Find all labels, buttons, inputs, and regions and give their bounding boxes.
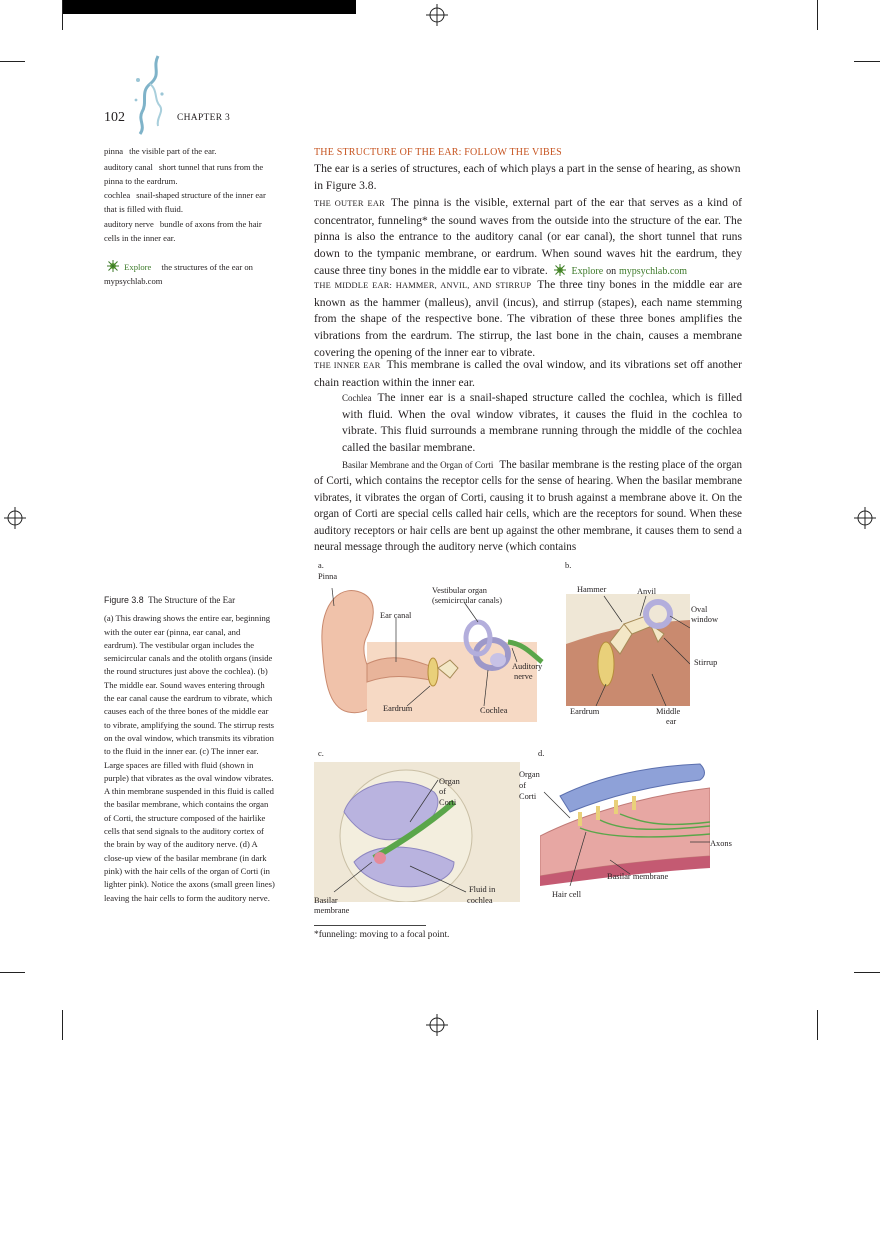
middle-ear-label: THE MIDDLE EAR: HAMMER, ANVIL, AND STIRRUP (314, 281, 532, 290)
glossary-term: cochlea (104, 190, 131, 200)
outer-ear-paragraph (314, 195, 742, 281)
registration-mark (426, 1014, 448, 1036)
crop-mark (854, 972, 880, 973)
explore-icon (104, 260, 122, 272)
glossary-definition: snail-shaped structure of the inner ear that is filled with fluid. (104, 190, 266, 214)
glossary-term: auditory canal (104, 162, 153, 172)
glossary-entry (104, 189, 276, 216)
figure-caption-text: (a) This drawing shows the entire ear, beginning with the outer ear (pinna, ear canal, and eardrum). The vestibular organ includes the semicircular canals and the otolith organs (inside the round structures just above the cochlea). (b) The middle ear. Sound waves entering through the ear canal cause the eardrum to vibrate, which causes each of the three bones of the middle ear to vibrate, amplifying the sound. The stirrup rests on the oval window, which transmits its vibration to the fluid in the inner ear. (c) The inner ear. Large spaces are filled with fluid (shown in purple) that vibrates as the oval window vibrates. A thin membrane suspended in this fluid is called the basilar membrane, which contains the organ of Corti, the structure composed of the hairlike cells that send signals to the auditory cortex of the brain by way of the auditory nerve. (d) A close-up view of the basilar membrane (in dark pink) with the hair cells of the organ of Corti (in lighter pink). Notice the axons (small green lines) leaving the hair cells to form the auditory nerve. (104, 613, 275, 903)
explore-link[interactable]: Explore (571, 265, 604, 277)
water-splash-icon (128, 54, 172, 136)
basilar-paragraph (314, 457, 742, 555)
label-basilar-c: Basilar (314, 896, 338, 905)
page-number: 102 (104, 110, 125, 125)
inner-ear-paragraph (314, 357, 742, 391)
label-organ-corti-d-3: Corti (519, 792, 537, 801)
label-cochlea: Cochlea (480, 706, 508, 715)
middle-ear-paragraph (314, 277, 742, 362)
panel-b-letter: b. (565, 561, 572, 570)
label-hammer: Hammer (577, 585, 607, 594)
top-black-bar (62, 0, 356, 14)
glossary-definition: short tunnel that runs from the pinna to the eardrum. (104, 162, 264, 186)
label-fluid-2: cochlea (467, 896, 493, 905)
label-eardrum: Eardrum (383, 704, 413, 713)
chapter-label: CHAPTER 3 (177, 113, 231, 123)
panel-d-letter: d. (538, 749, 545, 758)
glossary-term: pinna (104, 146, 124, 156)
explore-link[interactable]: Explore (124, 262, 152, 272)
label-organ-corti-c-2: of (439, 787, 446, 796)
label-auditory-nerve: Auditory (512, 662, 543, 671)
label-middle-ear-2: ear (666, 717, 677, 726)
crop-mark (62, 0, 63, 30)
label-basilar-d: Basilar membrane (607, 872, 669, 881)
label-auditory-nerve-2: nerve (514, 672, 533, 681)
label-oval-window: Oval (691, 605, 708, 614)
glossary-entry (104, 145, 276, 159)
outer-ear-text: The pinna is the visible, external part of the ear that serves as a kind of concentrator, funneling* the sound waves from the outside into the structure of the ear. The pinna is also the entrance to the auditory canal (or ear canal), the short tunnel that runs down to the tympanic membrane, or eardrum. When sound waves hit the eardrum, they cause three tiny bones in the middle ear to vibrate. (314, 196, 743, 277)
registration-mark (854, 507, 876, 529)
middle-ear-illustration (566, 594, 690, 706)
panel-c-letter: c. (318, 749, 324, 758)
cochlea-paragraph (314, 390, 742, 457)
cochlea-text: The inner ear is a snail-shaped structure called the cochlea, which is filled with fluid. When the oval window vibrates, it causes the fluid in the cochlea to vibrate. This fluid surrounds a membrane running through the middle of the cochlea called the basilar membrane. (342, 391, 742, 455)
label-organ-corti-d-2: of (519, 781, 526, 790)
label-organ-corti-d: Organ (519, 770, 540, 779)
label-middle-ear: Middle (656, 707, 681, 716)
crop-mark (0, 972, 25, 973)
registration-mark (4, 507, 26, 529)
section-heading: THE STRUCTURE OF THE EAR: FOLLOW THE VIBES (314, 147, 562, 158)
label-organ-corti-c-3: Corti (439, 798, 457, 807)
margin-explore (104, 260, 276, 288)
label-basilar-c-2: membrane (314, 906, 350, 915)
glossary-term: auditory nerve (104, 219, 154, 229)
cochlea-label: Cochlea (342, 393, 372, 403)
label-anvil: Anvil (637, 587, 657, 596)
label-axons: Axons (710, 839, 732, 848)
registration-mark (426, 4, 448, 26)
figure-caption (104, 594, 276, 905)
label-eardrum-b: Eardrum (570, 707, 600, 716)
footnote-rule (314, 925, 426, 926)
organ-of-corti-illustration (540, 756, 710, 886)
figure-title-line (104, 594, 276, 607)
glossary-entry (104, 161, 276, 188)
explore-icon (551, 264, 569, 276)
intro-paragraph: The ear is a series of structures, each of which plays a part in the sense of hearing, as shown in Figure 3.8. (314, 162, 741, 192)
label-organ-corti-c: Organ (439, 777, 460, 786)
label-vestibular: Vestibular organ (432, 586, 487, 595)
explore-site-link[interactable]: mypsychlab.com (619, 265, 688, 277)
label-oval-window-2: window (691, 615, 718, 624)
figure-subtitle: The Structure of the Ear (148, 595, 236, 605)
label-hair-cell: Hair cell (552, 890, 582, 899)
label-vestibular-sub: (semicircular canals) (432, 596, 502, 605)
basilar-text: The basilar membrane is the resting place of the organ of Corti, which contains the receptor cells for the sense of hearing. When the basilar membrane vibrates, it vibrates the organ of Corti, causing it to brush against a membrane above it. On the organ of Corti are special cells called hair cells, which are the receptors for sound. When these auditory receptors or hair cells are bent up against the other membrane, it causes them to send a neural message through the auditory nerve (which contains (314, 459, 742, 554)
inner-ear-illustration (314, 762, 520, 902)
crop-mark (817, 0, 818, 30)
middle-ear-text: The three tiny bones in the middle ear are known as the hammer (malleus), anvil (incus), and stirrup (stapes), each name stemming from the shape of the respective bone. The vibration of these three bones amplifies the vibrations from the eardrum. The stirrup, the last bone in the chain, causes a membrane covering the opening of the inner ear to vibrate. (314, 278, 742, 359)
crop-mark (854, 61, 880, 62)
panel-a-letter: a. (318, 561, 324, 570)
explore-on: on (606, 265, 617, 277)
crop-mark (62, 1010, 63, 1040)
basilar-label: Basilar Membrane and the Organ of Corti (342, 460, 494, 470)
outer-ear-label: THE OUTER EAR (314, 199, 385, 208)
label-pinna: Pinna (318, 572, 338, 581)
inner-ear-text: This membrane is called the oval window, and its vibrations set off another chain reaction within the inner ear. (314, 358, 743, 389)
label-fluid: Fluid in (469, 885, 496, 894)
footnote: *funneling: moving to a focal point. (314, 930, 450, 940)
glossary-definition: the visible part of the ear. (129, 146, 217, 156)
label-ear-canal: Ear canal (380, 611, 412, 620)
figure-number: Figure 3.8 (104, 595, 144, 605)
label-stirrup: Stirrup (694, 658, 718, 667)
crop-mark (817, 1010, 818, 1040)
glossary-entry (104, 218, 276, 245)
glossary-definition: bundle of axons from the hair cells in the inner ear. (104, 219, 262, 243)
crop-mark (0, 61, 25, 62)
inner-ear-label: THE INNER EAR (314, 361, 381, 370)
explore-text: the structures of the ear on mypsychlab.com (104, 262, 253, 286)
